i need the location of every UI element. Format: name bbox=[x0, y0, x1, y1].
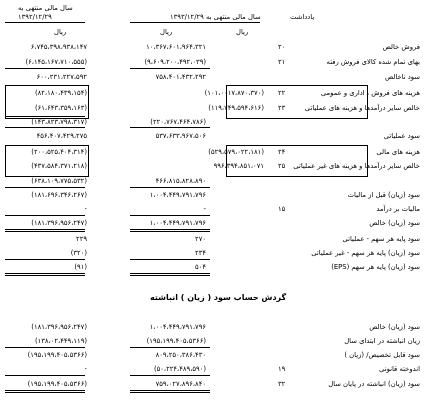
divider bbox=[130, 68, 210, 69]
row-label: هزینه های مالی bbox=[376, 148, 420, 156]
row-prev: ۲۲۹ bbox=[76, 235, 87, 243]
row-curr: ۱،۰۰۴،۴۴۹،۷۹۱،۷۹۶ bbox=[149, 219, 206, 227]
row-label: سود (زیان) انباشته در پایان سال bbox=[328, 380, 420, 388]
row-prev: (۸۲،۱۸۰،۴۳۹،۱۵۴) bbox=[34, 89, 87, 97]
divider bbox=[5, 68, 85, 69]
double-underline bbox=[5, 229, 85, 232]
divider bbox=[130, 215, 210, 216]
divider bbox=[130, 22, 260, 23]
row-prev: ۴۵۶،۴۰۷،۴۲۹،۲۷۵ bbox=[36, 132, 87, 140]
prev-period-date: ۱۳۹۲/۱۲/۲۹ bbox=[18, 13, 52, 21]
currency-prev: ریال bbox=[54, 28, 67, 36]
row-prev: (۱۴۳،۸۲۳،۷۹۸،۳۱۷) bbox=[31, 118, 87, 126]
row-prev: ۶۰۰،۲۳۱،۲۲۷،۵۹۲ bbox=[36, 73, 87, 81]
row-label: سود ناخالص bbox=[384, 73, 420, 81]
row-prev: (۶۳۸،۱۰۹،۷۷۵،۵۳۲) bbox=[31, 177, 87, 185]
row-prev: (۶۱،۶۴۳،۳۵۹،۱۶۳) bbox=[34, 104, 87, 112]
row-note: ۲۳ bbox=[278, 104, 286, 112]
note-column-header: یادداشت bbox=[290, 13, 315, 21]
row-curr: ۲۳۴ bbox=[195, 249, 206, 257]
divider bbox=[5, 259, 85, 260]
row-label: سود (زیان) پایه هر سهم - غیر عملیاتی bbox=[311, 249, 420, 257]
row-prev: (۶،۱۴۵،۱۶۷،۷۱۰،۵۵۵) bbox=[25, 58, 87, 66]
double-underline bbox=[130, 229, 210, 232]
divider bbox=[5, 187, 85, 188]
curr-period-label: سال مالی منتهی به ۱۳۹۳/۱۲/۲۹ bbox=[170, 13, 261, 21]
row-curr: ۱۰،۳۶۷،۶۰۱،۹۶۴،۳۲۱ bbox=[146, 43, 206, 51]
row-prev: (۹۱) bbox=[74, 263, 87, 271]
row-label: سود پایه هر سهم - عملیاتی bbox=[342, 235, 420, 243]
row-label: هزینه های فروش ، اداری و عمومی bbox=[320, 89, 420, 97]
row-label: سود قابل تخصیص/ (زیان ) bbox=[344, 351, 420, 359]
row-curr: ۵۰۴ bbox=[195, 263, 206, 271]
row-curr: (۹،۶۰۹،۲۰۰،۴۹۲،۰۳۹) bbox=[144, 58, 206, 66]
double-underline bbox=[5, 273, 85, 276]
row-note: ۳۲ bbox=[278, 380, 286, 388]
row-curr: ۷۵۹،۰۲۷،۸۹۶،۸۴۰ bbox=[155, 380, 206, 388]
row-note: ۲۰ bbox=[278, 43, 286, 51]
row-label: سود عملیاتی bbox=[383, 132, 420, 140]
row-curr: ۲۷۰ bbox=[195, 235, 206, 243]
row-label: فروش خالص bbox=[382, 43, 420, 51]
divider bbox=[130, 187, 210, 188]
row-label: سود (زیان) خالص bbox=[369, 323, 420, 331]
divider bbox=[5, 375, 85, 376]
row-prev: (۱۸۱،۳۹۶،۹۵۶،۲۴۷) bbox=[31, 219, 87, 227]
row-label: خالص سایر درآمدها و هزینه های غیر عملیاتی bbox=[293, 162, 420, 170]
divider bbox=[5, 116, 85, 117]
row-label: خالص سایر درآمدها و هزینه های عملیاتی bbox=[304, 104, 420, 112]
row-curr: ۴۶۶،۸۱۵،۸۲۸،۸۹۰ bbox=[155, 177, 206, 185]
row-prev: (۴۳۷،۵۸۴،۳۷۱،۲۱۸) bbox=[31, 162, 87, 170]
row-prev: - bbox=[84, 365, 87, 373]
double-underline bbox=[130, 390, 210, 393]
row-note: ۲۲ bbox=[278, 89, 286, 97]
row-label: اندوخته قانونی bbox=[379, 365, 420, 373]
row-note: ۲۴ bbox=[278, 148, 286, 156]
row-label: زیان انباشته در ابتدای سال bbox=[344, 337, 420, 345]
divider bbox=[130, 127, 210, 128]
row-prev: (۳۲۰) bbox=[70, 249, 87, 257]
row-label: سود (زیان) پایه هر سهم (EPS) bbox=[331, 263, 420, 271]
row-prev: (۱۹۵،۱۹۹،۴۰۵،۵۳۶۶) bbox=[27, 351, 87, 359]
row-prev: (۱۹۵،۱۹۹،۴۰۵،۵۳۶۶) bbox=[27, 380, 87, 388]
row-curr: - bbox=[203, 205, 206, 213]
row-sub: (۱۰۱،۰۰۱۷،۸۷۰،۳۷۰) bbox=[204, 89, 264, 97]
row-label: سود (زیان) خالص bbox=[369, 219, 420, 227]
row-label: مالیات بر درآمد bbox=[376, 205, 420, 213]
divider bbox=[130, 259, 210, 260]
currency-curr-mid: ریال bbox=[160, 28, 173, 36]
row-curr: ۷۵۸،۴۰۱،۴۳۲،۲۹۲ bbox=[155, 73, 206, 81]
row-curr: (۵۰،۲۲۴،۴۸۹،۵۹۰) bbox=[153, 365, 206, 373]
row-note: ۲۵ bbox=[278, 162, 286, 170]
row-sub: (۵۲۹،۵۷۹،۰۲۲،۱۸۱) bbox=[208, 148, 264, 156]
double-underline bbox=[130, 273, 210, 276]
divider bbox=[5, 215, 85, 216]
row-prev: - bbox=[84, 205, 87, 213]
row-label: بهای تمام شده کالای فروش رفته bbox=[326, 58, 420, 66]
section-title: گردش حساب سود ( زیان ) انباشته bbox=[150, 293, 287, 302]
row-prev: (۱۸۱،۶۹۶،۳۴۶،۲۶۷) bbox=[31, 191, 87, 199]
divider bbox=[130, 375, 210, 376]
divider bbox=[5, 127, 85, 128]
row-prev: (۱۸۱،۳۹۶،۹۵۶،۲۴۷) bbox=[31, 323, 87, 331]
currency-curr-right: ریال bbox=[236, 28, 249, 36]
row-label: سود (زیان) قبل از مالیات bbox=[347, 191, 420, 199]
row-curr: (۱۹۵،۱۹۹،۴۰۵،۵۳۶۶) bbox=[146, 337, 206, 345]
row-sub: (۱۱۹،۷۴۹،۵۹۴،۶۱۶) bbox=[208, 104, 264, 112]
row-prev: (۱۳۸،۰۲،۴۴۹،۱۱۹) bbox=[34, 337, 87, 345]
row-prev: (۲۰۰،۵۲۵،۴۰۴،۳۱۴) bbox=[31, 148, 87, 156]
row-sub: ۹۹۶،۳۹۴،۸۵۱،۰۷۱ bbox=[213, 162, 264, 170]
divider bbox=[5, 347, 85, 348]
prev-period-label: سال مالی منتهی به bbox=[18, 4, 73, 12]
divider bbox=[5, 22, 85, 23]
row-curr: ۵۳۷،۶۳۳،۹۶۷،۵۰۶ bbox=[155, 132, 206, 140]
row-note: ۱۹ bbox=[278, 365, 286, 373]
row-prev: ۶،۷۴۵،۳۹۸،۹۳۸،۱۴۷ bbox=[30, 43, 87, 51]
row-curr: ۸۰۹،۲۵۰،۳۸۶،۴۳۰ bbox=[155, 351, 206, 359]
divider bbox=[130, 347, 210, 348]
row-note: ۱۵ bbox=[278, 205, 286, 213]
row-curr: ۱،۰۰۴،۴۴۹،۷۹۱،۷۹۶ bbox=[149, 323, 206, 331]
double-underline bbox=[5, 390, 85, 393]
row-note: ۲۱ bbox=[278, 58, 286, 66]
row-curr: (۲۲۰،۷۶۷،۴۶۴،۷۸۶) bbox=[150, 118, 206, 126]
row-curr: ۱،۰۰۴،۴۴۹،۷۹۱،۷۹۶ bbox=[149, 191, 206, 199]
